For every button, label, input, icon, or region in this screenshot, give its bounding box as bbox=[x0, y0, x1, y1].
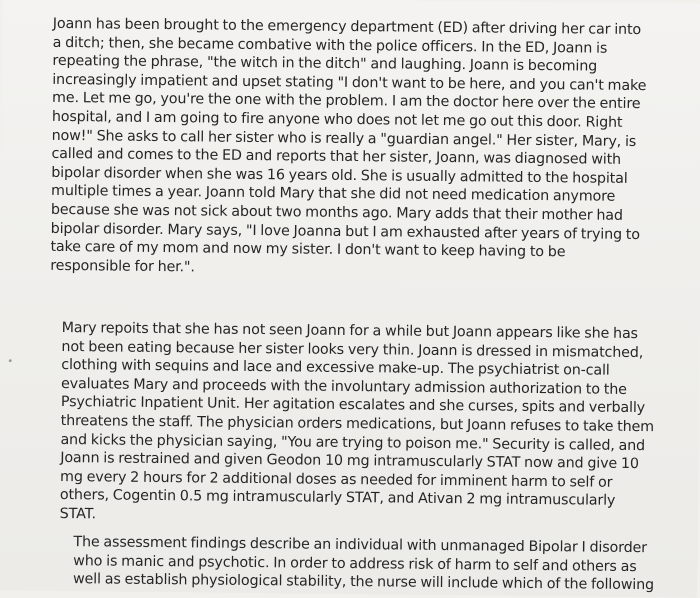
text-line: Mary repoits that she has not seen Joann for a while but Joann appears like she has bbox=[61, 319, 638, 343]
text-line: bipolar disorder when she was 16 years old. She is usually admitted to the hospital bbox=[51, 164, 628, 187]
text-line: clothing with sequins and lace and excessive make-up. The psychiatrist on-call bbox=[61, 357, 610, 379]
text-line: mg every 2 hours for 2 additional doses as needed for imminent harm to self or bbox=[60, 468, 613, 491]
text-line: bipolar disorder. Mary says, "I love Joanna but I am exhausted after years of trying to bbox=[50, 220, 641, 243]
text-line: because she was not sick about two months ago. Mary adds that their mother had bbox=[50, 201, 623, 224]
text-line: STAT. bbox=[59, 505, 96, 523]
text-line: who is manic and psychotic. In order to address risk of harm to self and others as bbox=[73, 552, 637, 575]
text-line: multiple times a year. Joann told Mary that she did not need medication anymore bbox=[51, 183, 616, 206]
stray-mark: • bbox=[7, 356, 14, 368]
text-line: now!" She asks to call her sister who is really a "guardian angel." Her sister, Mary, is bbox=[51, 127, 637, 150]
question-paragraph bbox=[72, 533, 655, 595]
text-line: called and comes to the ED and reports that her sister, Joann, was diagnosed with bbox=[51, 146, 622, 168]
text-line: a ditch; then, she became combative with the police officers. In the ED, Joann is bbox=[52, 34, 608, 57]
text-line: Joann has been brought to the emergency department (ED) after driving her car into bbox=[52, 15, 642, 39]
case-scenario-paragraph bbox=[50, 15, 653, 282]
text-line: repeating the phrase, "the witch in the ditch" and laughing. Joann is becoming bbox=[52, 53, 598, 75]
text-line: Joann is restrained and given Geodon 10 mg intramuscularly STAT now and give 10 bbox=[60, 450, 639, 473]
text-line: evaluates Mary and proceeds with the involuntary admission authorization to the bbox=[60, 375, 627, 398]
text-line: not been eating because her sister looks very thin. Joann is dressed in mismatched, bbox=[61, 338, 644, 361]
text-line: Psychiatric Inpatient Unit. Her agitation escalates and she curses, spits and verbally bbox=[60, 394, 646, 417]
text-line: others, Cogentin 0.5 mg intramuscularly STAT, and Ativan 2 mg intramuscularly bbox=[59, 487, 616, 510]
text-line: hospital, and I am going to fire anyone who does not let me go out this door. Right bbox=[51, 108, 623, 131]
text-line: and kicks the physician saying, "You are trying to poison me." Security is called, and bbox=[60, 431, 646, 454]
admission-paragraph bbox=[59, 319, 655, 530]
text-line: responsible for her.". bbox=[50, 257, 195, 276]
text-line: take care of my mom and now my sister. I don't want to keep having to be bbox=[50, 238, 566, 261]
text-line: threatens the staff. The physician orders medications, but Joann refuses to take them bbox=[60, 412, 655, 436]
text-line: The assessment findings describe an individual with unmanaged Bipolar I disorder bbox=[73, 534, 648, 557]
text-line: increasingly impatient and upset stating "I don't want to be here, and you can't make bbox=[52, 71, 647, 94]
text-line: me. Let me go, you're the one with the problem. I am the doctor here over the entire bbox=[51, 90, 641, 113]
text-line: well as establish physiological stability, the nurse will include which of the following bbox=[72, 571, 655, 594]
